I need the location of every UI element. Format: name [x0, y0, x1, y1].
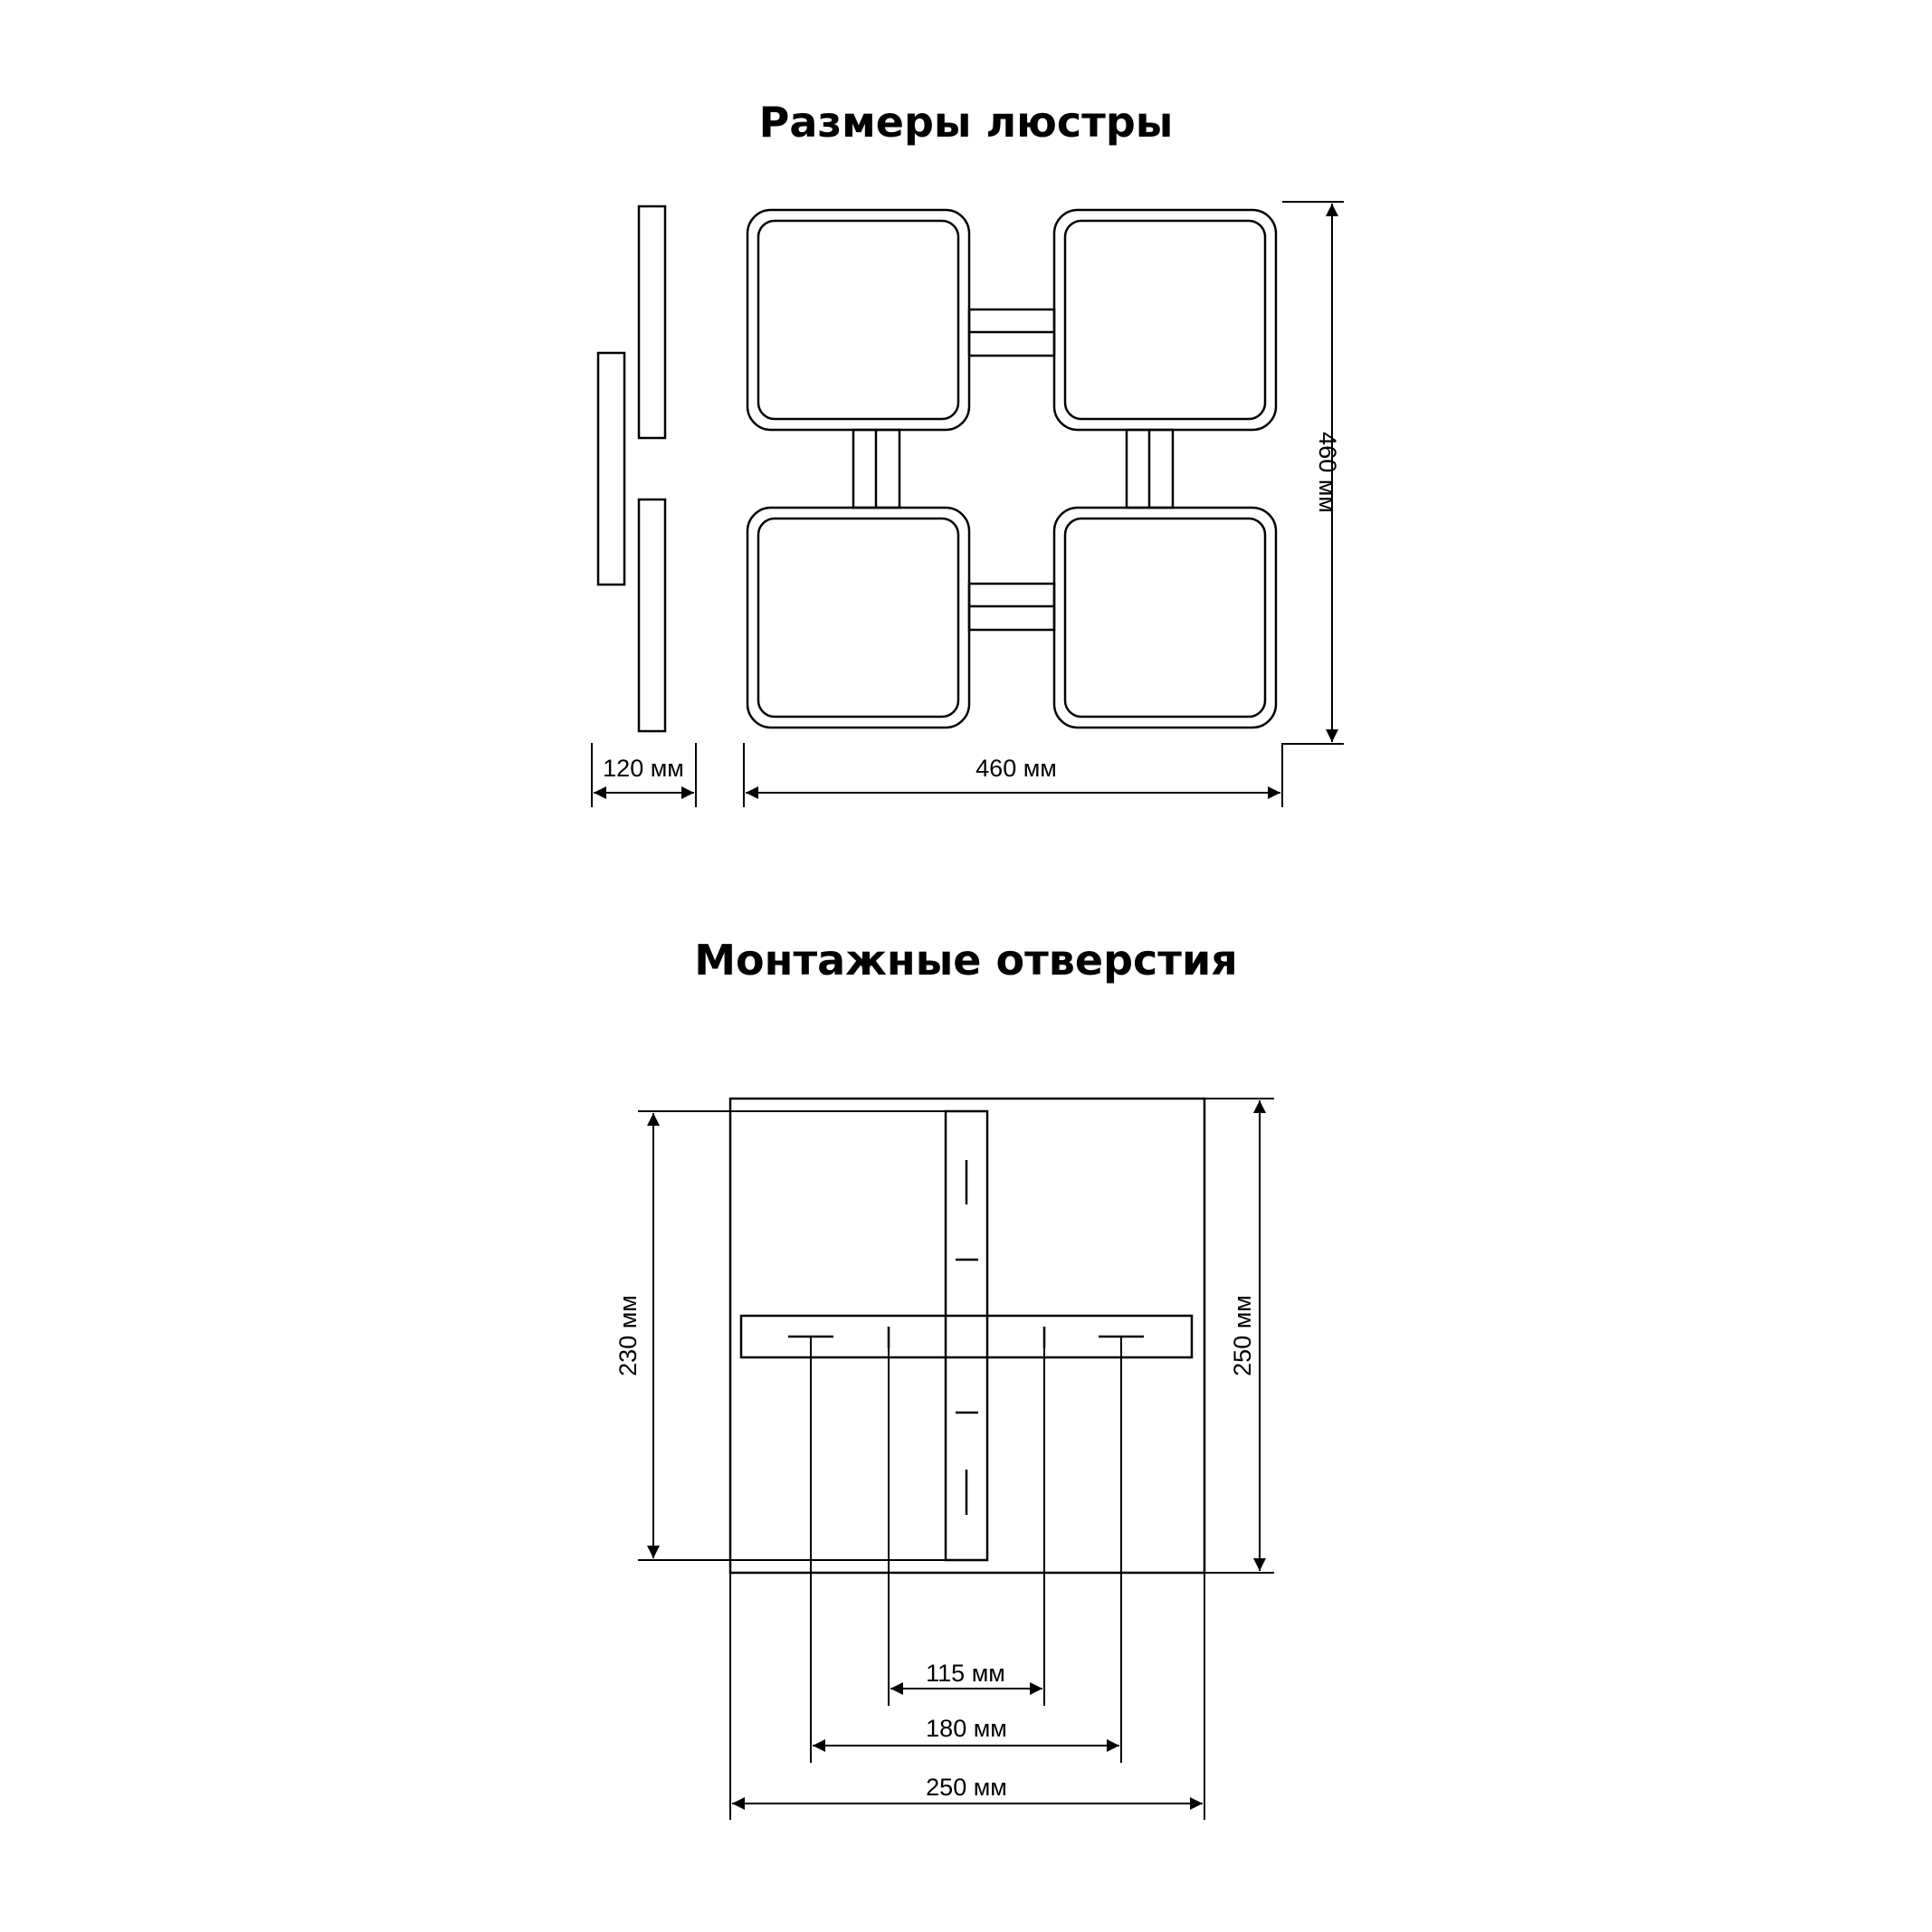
frame-bottom-left-inner	[758, 519, 958, 717]
label-460-width: 460 мм	[976, 755, 1057, 782]
frame-bottom-right-outer	[1054, 508, 1276, 728]
frame-bottom-right-inner	[1065, 519, 1265, 717]
label-115: 115 мм	[926, 1660, 1005, 1687]
mounting-dimensions	[638, 1099, 1274, 1820]
mounting-plate	[730, 1099, 1204, 1573]
frame-top-left-outer	[747, 210, 969, 430]
side-panel-upper	[639, 206, 665, 438]
mounting-holes-title: Монтажные отверстия	[694, 936, 1238, 985]
chandelier-top-view	[747, 210, 1276, 728]
frame-top-left-inner	[758, 221, 958, 419]
frame-top-right-inner	[1065, 221, 1265, 419]
label-460-height: 460 мм	[1314, 432, 1341, 513]
side-panel-middle	[598, 353, 624, 585]
label-250-width: 250 мм	[926, 1774, 1007, 1801]
label-180: 180 мм	[926, 1715, 1007, 1742]
label-120: 120 мм	[603, 755, 684, 782]
chandelier-side-view	[598, 206, 665, 731]
label-250-height: 250 мм	[1229, 1295, 1256, 1376]
frame-bottom-left-outer	[747, 508, 969, 728]
chandelier-dimensions-title: Размеры люстры	[758, 98, 1174, 147]
frame-top-right-outer	[1054, 210, 1276, 430]
label-230: 230 мм	[614, 1295, 642, 1376]
side-panel-lower	[639, 500, 665, 731]
